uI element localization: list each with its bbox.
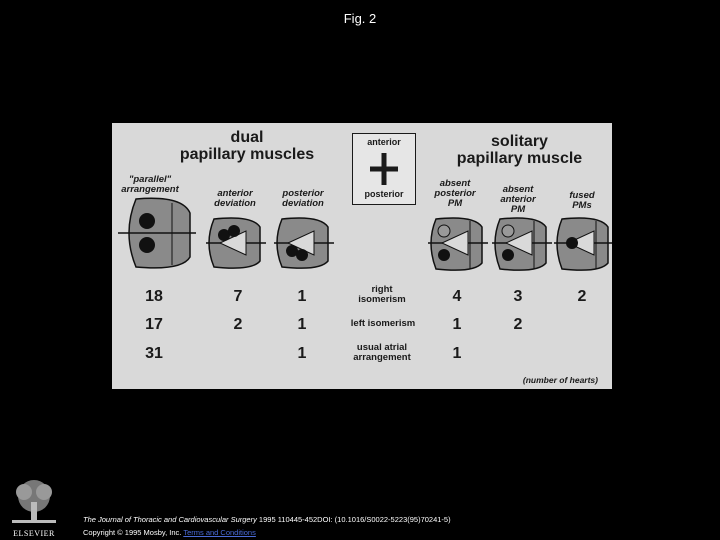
diagram-fused	[552, 213, 612, 275]
table-cell: 2	[577, 288, 587, 305]
elsevier-wordmark: ELSEVIER	[13, 529, 55, 538]
table-cell: 2	[233, 316, 243, 333]
row-label-left-isomerism: left isomerism	[350, 318, 416, 329]
col-header-posterior-deviation: posterior deviation	[282, 188, 324, 209]
compass-anterior-label: anterior	[367, 137, 401, 147]
table-cell: 1	[297, 316, 307, 333]
table-cell: 1	[297, 288, 307, 305]
copyright-line	[83, 528, 256, 537]
diagram-absent-posterior	[424, 213, 489, 275]
elsevier-logo	[6, 478, 62, 538]
table-cell: 31	[145, 345, 163, 362]
figure-image	[112, 123, 612, 389]
col-header-parallel: "parallel" arrangement	[121, 174, 179, 195]
table-cell: 17	[145, 316, 163, 333]
compass-cross-icon	[369, 149, 399, 189]
diagram-posterior-deviation	[270, 213, 335, 273]
row-label-usual-atrial: usual atrial arrangement	[353, 342, 411, 363]
table-cell: 7	[233, 288, 243, 305]
col-header-absent-anterior: absent anterior PM	[500, 184, 536, 215]
diagram-anterior-deviation	[202, 213, 267, 273]
orientation-compass	[352, 133, 416, 205]
table-cell: 2	[513, 316, 523, 333]
solitary-group-title: solitary papillary muscle	[456, 133, 583, 167]
table-cell: 1	[297, 345, 307, 362]
row-label-right-isomerism: right isomerism	[358, 284, 406, 305]
citation-text: 1995 110445-452DOI: (10.1016/S0022-5223(95)70241-5)	[256, 515, 451, 524]
slide-title: Fig. 2	[343, 11, 377, 26]
col-header-anterior-deviation: anterior deviation	[214, 188, 256, 209]
units-note: (number of hearts)	[522, 375, 598, 385]
table-cell: 1	[452, 316, 462, 333]
col-header-fused: fused PMs	[569, 190, 595, 211]
terms-link[interactable]: Terms and Conditions	[183, 528, 256, 537]
diagram-absent-anterior	[488, 213, 553, 275]
copyright-text: Copyright © 1995 Mosby, Inc.	[83, 528, 184, 537]
citation-line	[83, 515, 451, 524]
tree-logo-icon	[6, 478, 62, 526]
table-cell: 4	[452, 288, 462, 305]
table-cell: 3	[513, 288, 523, 305]
journal-name: The Journal of Thoracic and Cardiovascular Surgery	[83, 515, 257, 524]
compass-posterior-label: posterior	[364, 189, 404, 199]
dual-group-title: dual papillary muscles	[179, 129, 315, 163]
diagram-parallel	[112, 193, 197, 273]
table-cell: 1	[452, 345, 462, 362]
table-cell: 18	[145, 288, 163, 305]
col-header-absent-posterior: absent posterior PM	[434, 178, 476, 209]
